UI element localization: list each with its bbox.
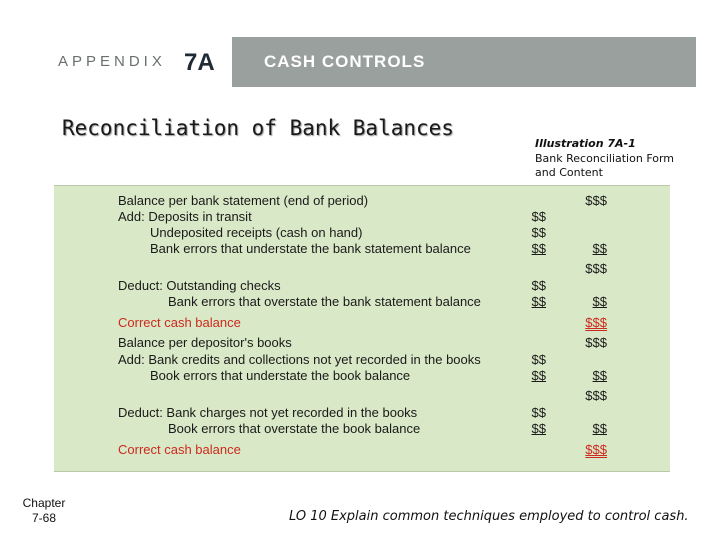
form-row-amount-inner: $$ <box>531 352 546 367</box>
form-row-amount-total: $$$ <box>585 315 607 330</box>
form-row <box>54 225 670 241</box>
form-row-amount-inner: $$ <box>531 278 546 293</box>
form-row <box>54 388 670 404</box>
form-row-amount-inner: $$ <box>531 209 546 224</box>
form-row <box>54 278 670 294</box>
form-row <box>54 368 670 384</box>
form-row-label: Book errors that understate the book balance <box>150 368 411 383</box>
form-row-amount-inner: $$ <box>531 405 546 420</box>
form-row-amount-inner: $$ <box>531 294 546 309</box>
form-row <box>54 335 670 351</box>
form-row-label: Book errors that overstate the book balance <box>168 421 421 436</box>
form-row-label: Add: Bank credits and collections not yet recorded in the books <box>118 352 481 367</box>
header-banner <box>38 37 696 87</box>
form-row-label: Undeposited receipts (cash on hand) <box>150 225 363 240</box>
illustration-caption <box>535 137 695 181</box>
appendix-word: APPENDIX <box>58 53 166 70</box>
learning-objective: LO 10 Explain common techniques employed to control cash. <box>289 509 689 524</box>
form-row-amount-total: $$$ <box>585 193 607 208</box>
form-row-amount-total: $$$ <box>585 442 607 457</box>
form-row-amount-total: $$ <box>592 368 607 383</box>
chapter-page-label <box>14 496 74 526</box>
form-row <box>54 209 670 225</box>
appendix-label-box <box>38 37 232 87</box>
form-row-label: Balance per depositor's books <box>118 335 292 350</box>
form-row <box>54 442 670 458</box>
illustration-description: Bank Reconciliation Form and Content <box>535 151 675 179</box>
form-row-label: Balance per bank statement (end of period) <box>118 193 369 208</box>
form-row-amount-inner: $$ <box>531 368 546 383</box>
form-row <box>54 193 670 209</box>
form-row-amount-total: $$$ <box>585 335 607 350</box>
form-row-amount-inner: $$ <box>531 225 546 240</box>
form-row-amount-total: $$$ <box>585 261 607 276</box>
form-row <box>54 352 670 368</box>
form-row-amount-total: $$ <box>592 421 607 436</box>
form-row-label: Correct cash balance <box>118 442 241 457</box>
form-row <box>54 315 670 331</box>
page-number: 7-68 <box>31 511 57 525</box>
form-row <box>54 241 670 257</box>
chapter-label: Chapter <box>22 496 66 510</box>
form-row-label: Add: Deposits in transit <box>118 209 252 224</box>
form-row-label: Deduct: Outstanding checks <box>118 278 281 293</box>
form-row-label: Deduct: Bank charges not yet recorded in the books <box>118 405 418 420</box>
form-row-amount-total: $$ <box>592 294 607 309</box>
banner-title: CASH CONTROLS <box>264 52 426 71</box>
illustration-number: Illustration 7A-1 <box>535 137 636 150</box>
slide-title: Reconciliation of Bank Balances <box>62 116 454 140</box>
form-row <box>54 421 670 437</box>
form-row-amount-total: $$$ <box>585 388 607 403</box>
appendix-number: 7A <box>184 49 215 76</box>
form-row-amount-inner: $$ <box>531 241 546 256</box>
form-row <box>54 405 670 421</box>
form-row-amount-inner: $$ <box>531 421 546 436</box>
form-row-amount-total: $$ <box>592 241 607 256</box>
form-row <box>54 261 670 277</box>
reconciliation-form <box>54 185 670 472</box>
form-row-label: Correct cash balance <box>118 315 241 330</box>
form-row-label: Bank errors that understate the bank statement balance <box>150 241 471 256</box>
form-row-label: Bank errors that overstate the bank statement balance <box>168 294 481 309</box>
form-row <box>54 294 670 310</box>
